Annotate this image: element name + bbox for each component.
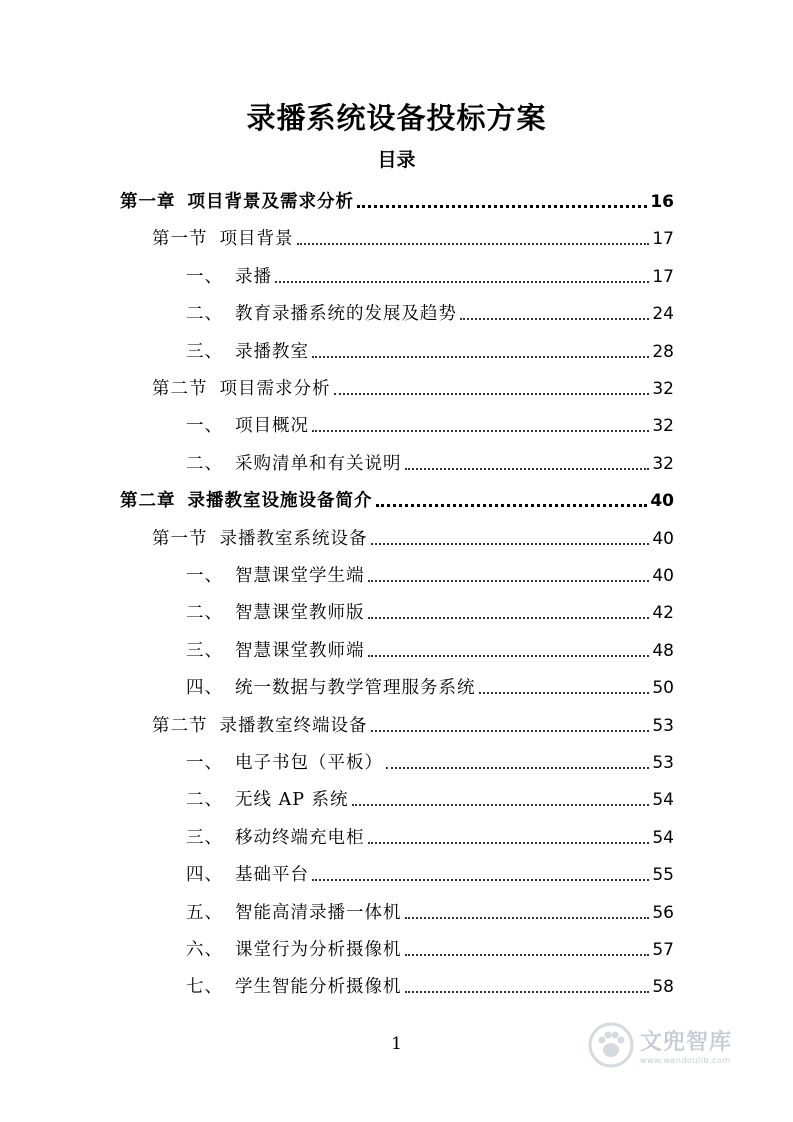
toc-entry-page: 17 [652,229,674,250]
toc-entry-page: 53 [652,715,674,736]
toc-entry-title: 教育录播系统的发展及趋势 [235,304,457,325]
toc-entry-title: 统一数据与教学管理服务系统 [235,678,476,699]
toc-entry-number: 四、 [186,865,223,886]
toc-entry[interactable] [186,669,674,699]
toc-entry[interactable] [186,856,674,886]
toc-entry-number: 七、 [186,977,223,998]
toc-entry-title: 智慧课堂学生端 [235,566,365,586]
toc-entry[interactable] [152,707,674,737]
toc-entry-page: 57 [652,940,674,960]
toc-entry[interactable] [186,968,674,998]
toc-entry-page: 32 [652,379,674,399]
toc-dot-leader [368,580,650,582]
toc-entry-page: 40 [652,566,674,586]
toc-entry-page: 17 [652,266,674,287]
toc-dot-leader [405,991,650,993]
toc-entry[interactable] [186,407,674,437]
toc-entry[interactable] [186,931,674,961]
toc-dot-leader [275,281,649,283]
toc-entry-label [186,602,365,624]
toc-entry-title: 智慧课堂教师端 [235,640,365,661]
toc-entry-page: 50 [652,678,674,699]
toc-entry-page: 58 [652,977,674,998]
toc-entry[interactable] [186,819,674,849]
toc-entry[interactable] [186,445,674,475]
toc-entry-label [186,341,309,363]
toc-entry-title: 录播教室系统设备 [219,528,368,549]
toc-entry-page: 54 [652,827,674,848]
toc-entry-label [186,902,402,924]
toc-entry-title: 录播 [235,266,272,287]
toc-entry-label [152,228,294,250]
toc-entry-label [186,939,402,961]
toc-entry[interactable] [186,557,674,587]
toc-entry-number: 二、 [186,790,223,811]
toc-entry-number: 五、 [186,902,223,923]
toc-entry-number: 第一节 [152,528,208,549]
toc-entry-title: 智慧课堂教师版 [235,603,365,624]
toc-entry-title: 录播教室设施设备简介 [187,491,373,512]
toc-entry-label [152,528,368,550]
toc-entry-number: 第二章 [120,491,176,512]
toc-entry-page: 53 [652,753,674,773]
toc-entry-page: 40 [652,528,674,549]
toc-entry[interactable] [152,370,674,400]
toc-dot-leader [479,692,650,694]
toc-entry[interactable] [186,781,674,811]
watermark [588,1020,788,1070]
toc-entry-title: 录播教室 [235,341,309,362]
toc-entry[interactable] [186,594,674,624]
toc-entry-label [186,303,457,325]
document-title: 录播系统设备投标方案 [246,101,547,135]
toc-entry[interactable] [186,295,674,325]
toc-entry-title: 移动终端充电柜 [235,827,365,848]
toc-dot-leader [312,356,649,358]
toc-dot-leader [368,655,650,657]
toc-entry-number: 第二节 [152,715,208,736]
toc-entry-title: 项目需求分析 [219,379,331,399]
toc-entry-number: 三、 [186,827,223,848]
toc-dot-leader [371,730,650,732]
toc-entry-page: 56 [652,902,674,923]
toc-entry-label [186,565,365,587]
toc-entry-page: 24 [652,304,674,325]
toc-heading: 目录 [377,149,416,171]
toc-dot-leader [334,393,650,395]
toc-entry-number: 第一节 [152,229,208,250]
toc-entry[interactable] [186,333,674,363]
toc-entry-label [186,266,272,288]
toc-dot-leader [368,617,650,619]
toc-entry-title: 电子书包（平板） [235,753,383,773]
toc-entry-number: 二、 [186,453,223,474]
toc-entry-label [186,415,309,437]
toc-entry-page: 40 [650,491,674,512]
watermark-url: www.wendoulib.com [640,1056,731,1065]
toc-entry-label [186,752,383,774]
toc-entry[interactable] [120,482,674,512]
toc-dot-leader [371,543,650,545]
toc-dot-leader [405,917,650,919]
toc-entry[interactable] [152,520,674,550]
toc-entry-page: 16 [650,192,674,212]
toc-entry-number: 一、 [186,266,223,287]
toc-entry-title: 无线 AP 系统 [235,790,349,811]
toc-entry-label [186,976,402,998]
toc-entry-label [186,677,476,699]
toc-entry-number: 二、 [186,603,223,624]
toc-dot-leader [386,767,649,769]
toc-entry-label [152,715,368,737]
toc-entry-title: 智能高清录播一体机 [235,902,402,923]
toc-entry-page: 42 [652,603,674,624]
toc-entry-title: 基础平台 [235,865,309,886]
toc-entry-label [152,378,331,400]
toc-entry-page: 32 [652,416,674,437]
toc-entry-title: 录播教室终端设备 [219,715,368,736]
toc-entry-page: 54 [652,790,674,811]
toc-entry-number: 六、 [186,940,223,960]
toc-entry[interactable] [186,632,674,662]
toc-entry[interactable] [186,894,674,924]
toc-dot-leader [376,504,648,507]
page-number: 1 [391,1034,402,1054]
toc-entry-number: 四、 [186,678,223,699]
toc-entry-label [186,864,309,886]
toc-dot-leader [352,804,650,806]
toc-entry-page: 28 [652,341,674,362]
toc-entry-label [120,191,354,213]
toc-entry[interactable] [186,744,674,774]
toc-entry[interactable] [120,183,674,213]
toc-entry-page: 55 [652,865,674,886]
toc-entry-label [186,453,402,475]
toc-dot-leader [368,842,650,844]
toc-dot-leader [460,318,649,320]
toc-entry-number: 一、 [186,566,223,586]
toc-entry-label [186,789,349,811]
toc-entry-number: 三、 [186,640,223,661]
toc-dot-leader [405,468,650,470]
toc-dot-leader [405,954,650,956]
toc-entry-number: 第一章 [120,192,176,212]
toc-entry-title: 项目概况 [235,416,309,437]
toc-entry-title: 项目背景 [219,229,294,250]
toc-entry-label [186,827,365,849]
toc-entry-number: 一、 [186,753,223,773]
toc-entry[interactable] [186,258,674,288]
toc-entry-number: 二、 [186,304,223,325]
watermark-name: 文兜智库 [640,1030,733,1055]
toc-entry-page: 48 [652,640,674,661]
toc-dot-leader [297,243,650,245]
toc-entry-label [120,490,373,512]
toc-dot-leader [312,879,649,881]
toc-entry-number: 一、 [186,416,223,437]
toc-dot-leader [357,205,647,208]
toc-entry-number: 第二节 [152,379,208,399]
toc-entry-page: 32 [652,453,674,474]
toc-entry[interactable] [152,220,674,250]
paw-logo-icon [588,1022,634,1068]
toc-entry-title: 学生智能分析摄像机 [235,977,402,998]
toc-dot-leader [312,430,649,432]
toc-entry-title: 项目背景及需求分析 [187,192,354,212]
toc-entry-title: 课堂行为分析摄像机 [235,940,402,960]
toc-entry-title: 采购清单和有关说明 [235,453,402,474]
toc-entry-label [186,640,365,662]
toc-entry-number: 三、 [186,341,223,362]
